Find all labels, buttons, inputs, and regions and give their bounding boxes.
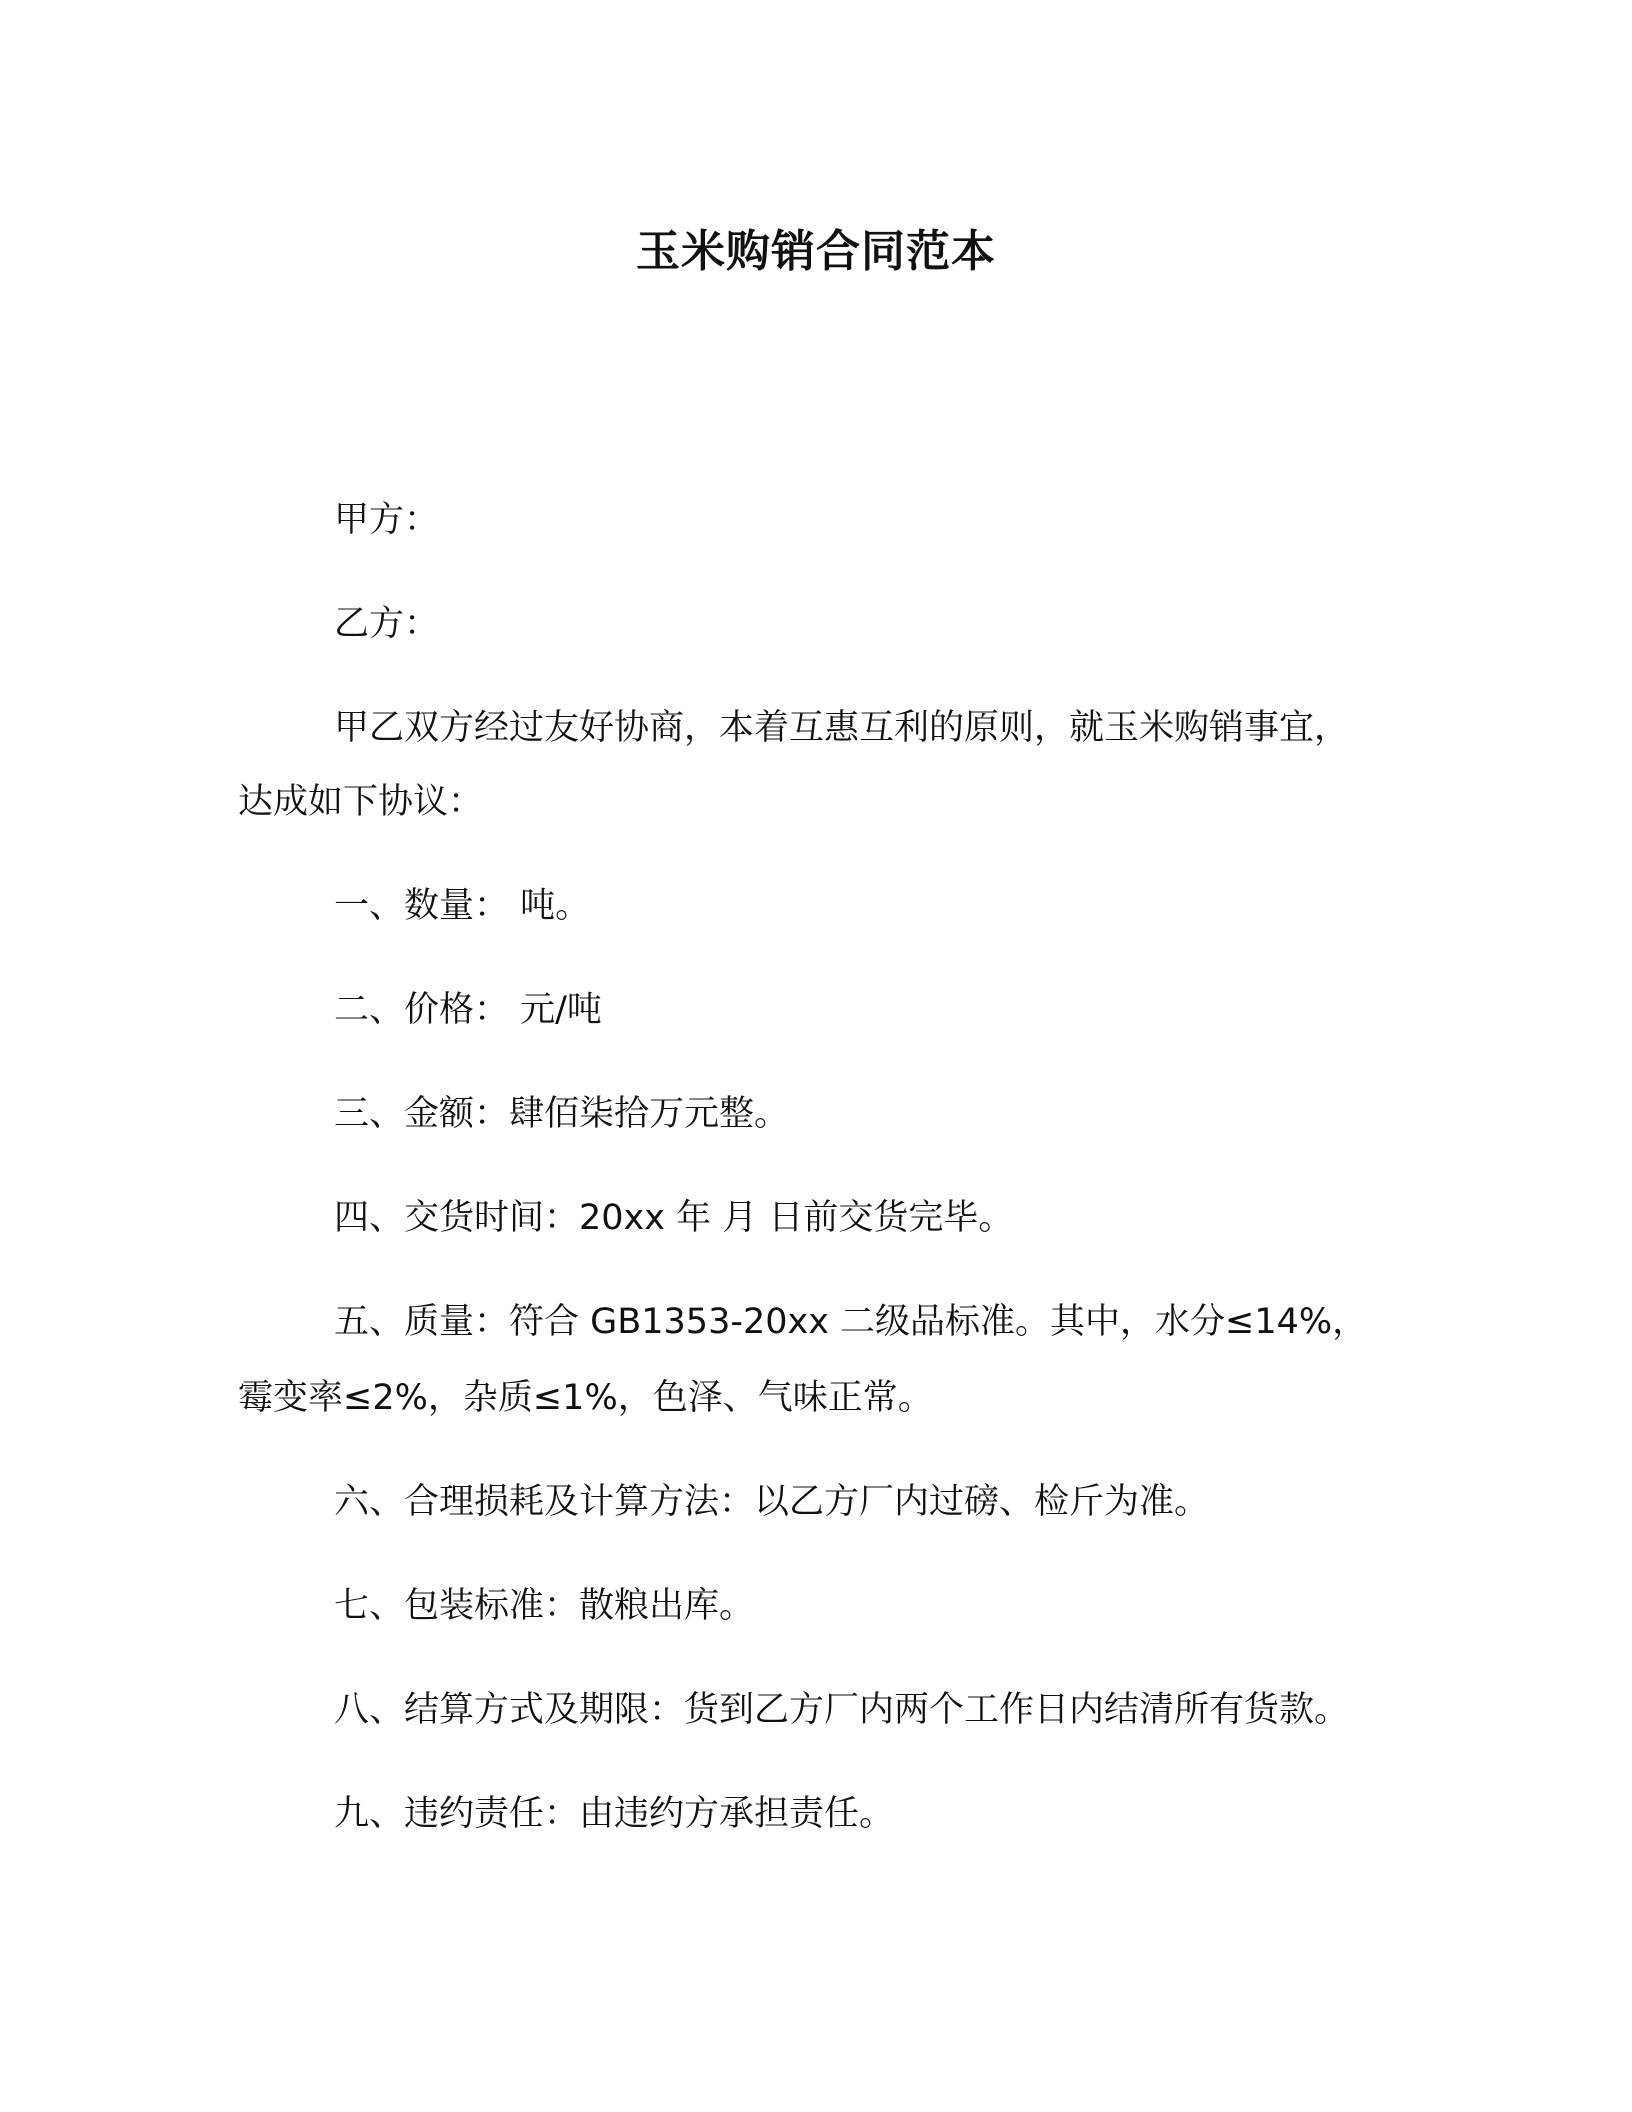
- clause-packaging: 七、包装标准：散粮出库。: [334, 1586, 755, 1626]
- party-a-label: 甲方：: [334, 500, 440, 540]
- party-b-label: 乙方：: [334, 604, 440, 644]
- document-title: 玉米购销合同范本: [636, 226, 996, 277]
- clause-loss-calculation: 六、合理损耗及计算方法：以乙方厂内过磅、检斤为准。: [334, 1482, 1210, 1522]
- intro-line-1: 甲乙双方经过友好协商，本着互惠互利的原则，就玉米购销事宜，: [334, 708, 1350, 748]
- clause-delivery-time: 四、交货时间：20xx 年 月 日前交货完毕。: [334, 1198, 1014, 1238]
- intro-line-2: 达成如下协议：: [238, 782, 484, 822]
- clause-quality-line-1: 五、质量：符合 GB1353-20xx 二级品标准。其中，水分≤14%，: [334, 1302, 1368, 1342]
- clause-liability: 九、违约责任：由违约方承担责任。: [334, 1794, 895, 1834]
- clause-quantity: 一、数量： 吨。: [334, 886, 591, 926]
- clause-quality-line-2: 霉变率≤2%，杂质≤1%，色泽、气味正常。: [238, 1378, 933, 1418]
- clause-amount: 三、金额：肆佰柒拾万元整。: [334, 1094, 790, 1134]
- clause-price: 二、价格： 元/吨: [334, 990, 602, 1030]
- clause-settlement: 八、结算方式及期限：货到乙方厂内两个工作日内结清所有货款。: [334, 1690, 1350, 1730]
